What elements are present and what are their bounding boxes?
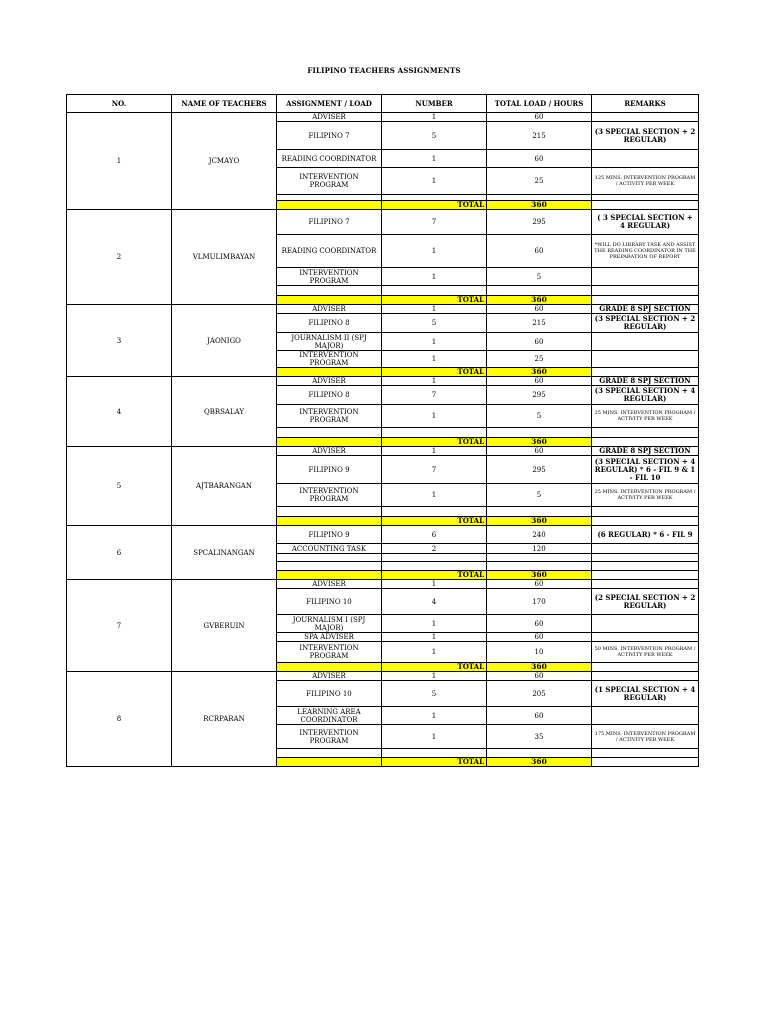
total-label: TOTAL xyxy=(382,438,487,447)
table-row xyxy=(67,580,699,589)
hours-cell: 60 xyxy=(487,615,592,633)
total-label: TOTAL xyxy=(382,758,487,767)
hours-cell: 215 xyxy=(487,122,592,150)
assignment-cell: INTERVENTION PROGRAM xyxy=(277,268,382,286)
remarks-cell: 25 MINS. INTERVENTION PROGRAM / ACTIVITY PER WEEK xyxy=(592,484,699,507)
assignment-cell: JOURNALISM I (SPJ MAJOR) xyxy=(277,615,382,633)
hours-cell xyxy=(487,554,592,562)
table-row xyxy=(67,305,699,314)
assignment-cell xyxy=(277,428,382,438)
table-row xyxy=(67,672,699,681)
total-value: 360 xyxy=(487,571,592,580)
total-label: TOTAL xyxy=(382,296,487,305)
remarks-cell xyxy=(592,562,699,571)
remarks-cell: (3 SPECIAL SECTION + 2 REGULAR) xyxy=(592,314,699,333)
assignment-cell: ADVISER xyxy=(277,672,382,681)
assignment-cell: ADVISER xyxy=(277,580,382,589)
assignment-cell: FILIPINO 8 xyxy=(277,314,382,333)
teacher-number: 1 xyxy=(67,113,172,210)
number-cell: 1 xyxy=(382,707,487,725)
teacher-number: 7 xyxy=(67,580,172,672)
header-total-load-hours: TOTAL LOAD / HOURS xyxy=(487,95,592,113)
hours-cell: 60 xyxy=(487,377,592,386)
number-cell xyxy=(382,428,487,438)
teacher-name: GVBERUIN xyxy=(172,580,277,672)
number-cell: 1 xyxy=(382,633,487,642)
remarks-cell: 50 MINS. INTERVENTION PROGRAM / ACTIVITY PER WEEK xyxy=(592,642,699,663)
assignment-cell: FILIPINO 9 xyxy=(277,456,382,484)
remarks-cell: 175 MINS. INTERVENTION PROGRAM / ACTIVITY PER WEEK xyxy=(592,725,699,749)
remarks-cell: GRADE 8 SPJ SECTION xyxy=(592,377,699,386)
number-cell: 1 xyxy=(382,580,487,589)
remarks-cell: *WILL DO LIBRARY TASK AND ASSIST THE READING COORDINATOR IN THE PREPARATION OF REPORT xyxy=(592,235,699,268)
total-value: 360 xyxy=(487,517,592,526)
table-row xyxy=(67,526,699,544)
hours-cell: 170 xyxy=(487,589,592,615)
total-value: 360 xyxy=(487,368,592,377)
assignment-cell: FILIPINO 7 xyxy=(277,210,382,235)
teacher-name: RCRPARAN xyxy=(172,672,277,767)
hours-cell: 60 xyxy=(487,447,592,456)
remarks-cell xyxy=(592,554,699,562)
teacher-name: JCMAYO xyxy=(172,113,277,210)
remarks-cell: 125 MINS. INTERVENTION PROGRAM / ACTIVITY PER WEEK xyxy=(592,168,699,195)
hours-cell: 60 xyxy=(487,707,592,725)
hours-cell: 60 xyxy=(487,633,592,642)
assignments-body xyxy=(67,113,699,767)
total-value: 360 xyxy=(487,201,592,210)
hours-cell: 295 xyxy=(487,210,592,235)
teacher-number: 2 xyxy=(67,210,172,305)
remarks-cell xyxy=(592,749,699,758)
assignment-cell: READING COORDINATOR xyxy=(277,235,382,268)
remarks-cell: (3 SPECIAL SECTION + 2 REGULAR) xyxy=(592,122,699,150)
hours-cell: 5 xyxy=(487,268,592,286)
number-cell: 4 xyxy=(382,589,487,615)
number-cell: 1 xyxy=(382,447,487,456)
remarks-cell: (2 SPECIAL SECTION + 2 REGULAR) xyxy=(592,589,699,615)
assignment-cell xyxy=(277,286,382,296)
number-cell: 6 xyxy=(382,526,487,544)
number-cell: 1 xyxy=(382,113,487,122)
number-cell: 1 xyxy=(382,235,487,268)
number-cell: 1 xyxy=(382,268,487,286)
number-cell: 1 xyxy=(382,351,487,368)
number-cell: 1 xyxy=(382,642,487,663)
teacher-name: VLMULIMBAYAN xyxy=(172,210,277,305)
assignment-cell: READING COORDINATOR xyxy=(277,150,382,168)
table-row xyxy=(67,210,699,235)
number-cell xyxy=(382,286,487,296)
assignment-cell: FILIPINO 9 xyxy=(277,526,382,544)
hours-cell: 35 xyxy=(487,725,592,749)
remarks-cell xyxy=(592,615,699,633)
hours-cell: 60 xyxy=(487,580,592,589)
number-cell: 1 xyxy=(382,333,487,351)
header-row xyxy=(67,95,699,113)
hours-cell xyxy=(487,507,592,517)
hours-cell: 60 xyxy=(487,113,592,122)
number-cell: 5 xyxy=(382,122,487,150)
number-cell: 1 xyxy=(382,377,487,386)
remarks-cell: 25 MINS. INTERVENTION PROGRAM / ACTIVITY PER WEEK xyxy=(592,405,699,428)
remarks-cell: (3 SPECIAL SECTION + 4 REGULAR) xyxy=(592,386,699,405)
remarks-cell: ( 3 SPECIAL SECTION + 4 REGULAR) xyxy=(592,210,699,235)
assignment-cell: FILIPINO 8 xyxy=(277,386,382,405)
number-cell: 1 xyxy=(382,405,487,428)
assignment-cell xyxy=(277,562,382,571)
hours-cell: 120 xyxy=(487,544,592,554)
header-number: NUMBER xyxy=(382,95,487,113)
assignment-cell: ADVISER xyxy=(277,377,382,386)
remarks-cell xyxy=(592,113,699,122)
remarks-cell: (1 SPECIAL SECTION + 4 REGULAR) xyxy=(592,681,699,707)
assignment-cell: JOURNALISM II (SPJ MAJOR) xyxy=(277,333,382,351)
hours-cell xyxy=(487,428,592,438)
number-cell xyxy=(382,562,487,571)
hours-cell: 60 xyxy=(487,150,592,168)
hours-cell: 240 xyxy=(487,526,592,544)
header-name-of-teachers: NAME OF TEACHERS xyxy=(172,95,277,113)
number-cell: 1 xyxy=(382,150,487,168)
remarks-cell: (6 REGULAR) * 6 - FIL 9 xyxy=(592,526,699,544)
teacher-name: AJTBARANGAN xyxy=(172,447,277,526)
assignment-cell: INTERVENTION PROGRAM xyxy=(277,642,382,663)
hours-cell: 5 xyxy=(487,484,592,507)
remarks-cell xyxy=(592,544,699,554)
hours-cell: 25 xyxy=(487,168,592,195)
teacher-name: SPCALINANGAN xyxy=(172,526,277,580)
teacher-number: 5 xyxy=(67,447,172,526)
total-value: 360 xyxy=(487,296,592,305)
number-cell: 1 xyxy=(382,305,487,314)
number-cell: 7 xyxy=(382,456,487,484)
number-cell xyxy=(382,554,487,562)
assignment-cell: ADVISER xyxy=(277,305,382,314)
remarks-cell: (3 SPECIAL SECTION + 4 REGULAR) * 6 - FIL 9 & 1 - FIL 10 xyxy=(592,456,699,484)
assignment-cell: INTERVENTION PROGRAM xyxy=(277,168,382,195)
remarks-cell xyxy=(592,428,699,438)
total-value: 360 xyxy=(487,663,592,672)
remarks-cell xyxy=(592,150,699,168)
number-cell xyxy=(382,507,487,517)
assignment-cell: ADVISER xyxy=(277,113,382,122)
remarks-cell xyxy=(592,672,699,681)
hours-cell: 215 xyxy=(487,314,592,333)
hours-cell: 205 xyxy=(487,681,592,707)
hours-cell: 5 xyxy=(487,405,592,428)
total-label: TOTAL xyxy=(382,663,487,672)
assignment-cell: INTERVENTION PROGRAM xyxy=(277,351,382,368)
hours-cell: 60 xyxy=(487,235,592,268)
remarks-cell xyxy=(592,351,699,368)
assignment-cell: ACCOUNTING TASK xyxy=(277,544,382,554)
table-row xyxy=(67,447,699,456)
teacher-name: JAONIGO xyxy=(172,305,277,377)
remarks-cell xyxy=(592,707,699,725)
remarks-cell xyxy=(592,333,699,351)
remarks-cell xyxy=(592,268,699,286)
header-assignment-load: ASSIGNMENT / LOAD xyxy=(277,95,382,113)
total-label: TOTAL xyxy=(382,201,487,210)
hours-cell: 25 xyxy=(487,351,592,368)
number-cell: 7 xyxy=(382,386,487,405)
header-remarks: REMARKS xyxy=(592,95,699,113)
assignment-cell xyxy=(277,554,382,562)
remarks-cell xyxy=(592,633,699,642)
remarks-cell xyxy=(592,580,699,589)
number-cell xyxy=(382,749,487,758)
total-label: TOTAL xyxy=(382,517,487,526)
assignment-cell: INTERVENTION PROGRAM xyxy=(277,405,382,428)
hours-cell xyxy=(487,286,592,296)
assignment-cell: FILIPINO 10 xyxy=(277,589,382,615)
table-row xyxy=(67,377,699,386)
number-cell: 2 xyxy=(382,544,487,554)
number-cell: 5 xyxy=(382,681,487,707)
total-label: TOTAL xyxy=(382,368,487,377)
teacher-number: 6 xyxy=(67,526,172,580)
hours-cell: 10 xyxy=(487,642,592,663)
hours-cell: 295 xyxy=(487,386,592,405)
hours-cell: 60 xyxy=(487,672,592,681)
number-cell: 1 xyxy=(382,168,487,195)
remarks-cell: GRADE 8 SPJ SECTION xyxy=(592,447,699,456)
header-no: NO. xyxy=(67,95,172,113)
hours-cell xyxy=(487,749,592,758)
hours-cell: 60 xyxy=(487,333,592,351)
assignment-cell: INTERVENTION PROGRAM xyxy=(277,484,382,507)
assignment-cell: SPA ADVISER xyxy=(277,633,382,642)
hours-cell: 60 xyxy=(487,305,592,314)
teacher-number: 4 xyxy=(67,377,172,447)
remarks-cell xyxy=(592,507,699,517)
assignment-cell: INTERVENTION PROGRAM xyxy=(277,725,382,749)
number-cell: 7 xyxy=(382,210,487,235)
teacher-number: 8 xyxy=(67,672,172,767)
number-cell: 1 xyxy=(382,615,487,633)
remarks-cell xyxy=(592,286,699,296)
assignment-cell: FILIPINO 7 xyxy=(277,122,382,150)
assignment-cell: ADVISER xyxy=(277,447,382,456)
assignment-cell: FILIPINO 10 xyxy=(277,681,382,707)
hours-cell xyxy=(487,562,592,571)
total-value: 360 xyxy=(487,758,592,767)
assignments-table xyxy=(66,94,699,767)
assignment-cell xyxy=(277,507,382,517)
hours-cell: 295 xyxy=(487,456,592,484)
number-cell: 1 xyxy=(382,672,487,681)
number-cell: 5 xyxy=(382,314,487,333)
assignment-cell: LEARNING AREA COORDINATOR xyxy=(277,707,382,725)
total-label: TOTAL xyxy=(382,571,487,580)
assignment-cell xyxy=(277,749,382,758)
teacher-number: 3 xyxy=(67,305,172,377)
teacher-name: QBRSALAY xyxy=(172,377,277,447)
total-value: 360 xyxy=(487,438,592,447)
document-title: FILIPINO TEACHERS ASSIGNMENTS xyxy=(307,66,461,75)
remarks-cell: GRADE 8 SPJ SECTION xyxy=(592,305,699,314)
table-row xyxy=(67,113,699,122)
number-cell: 1 xyxy=(382,484,487,507)
number-cell: 1 xyxy=(382,725,487,749)
